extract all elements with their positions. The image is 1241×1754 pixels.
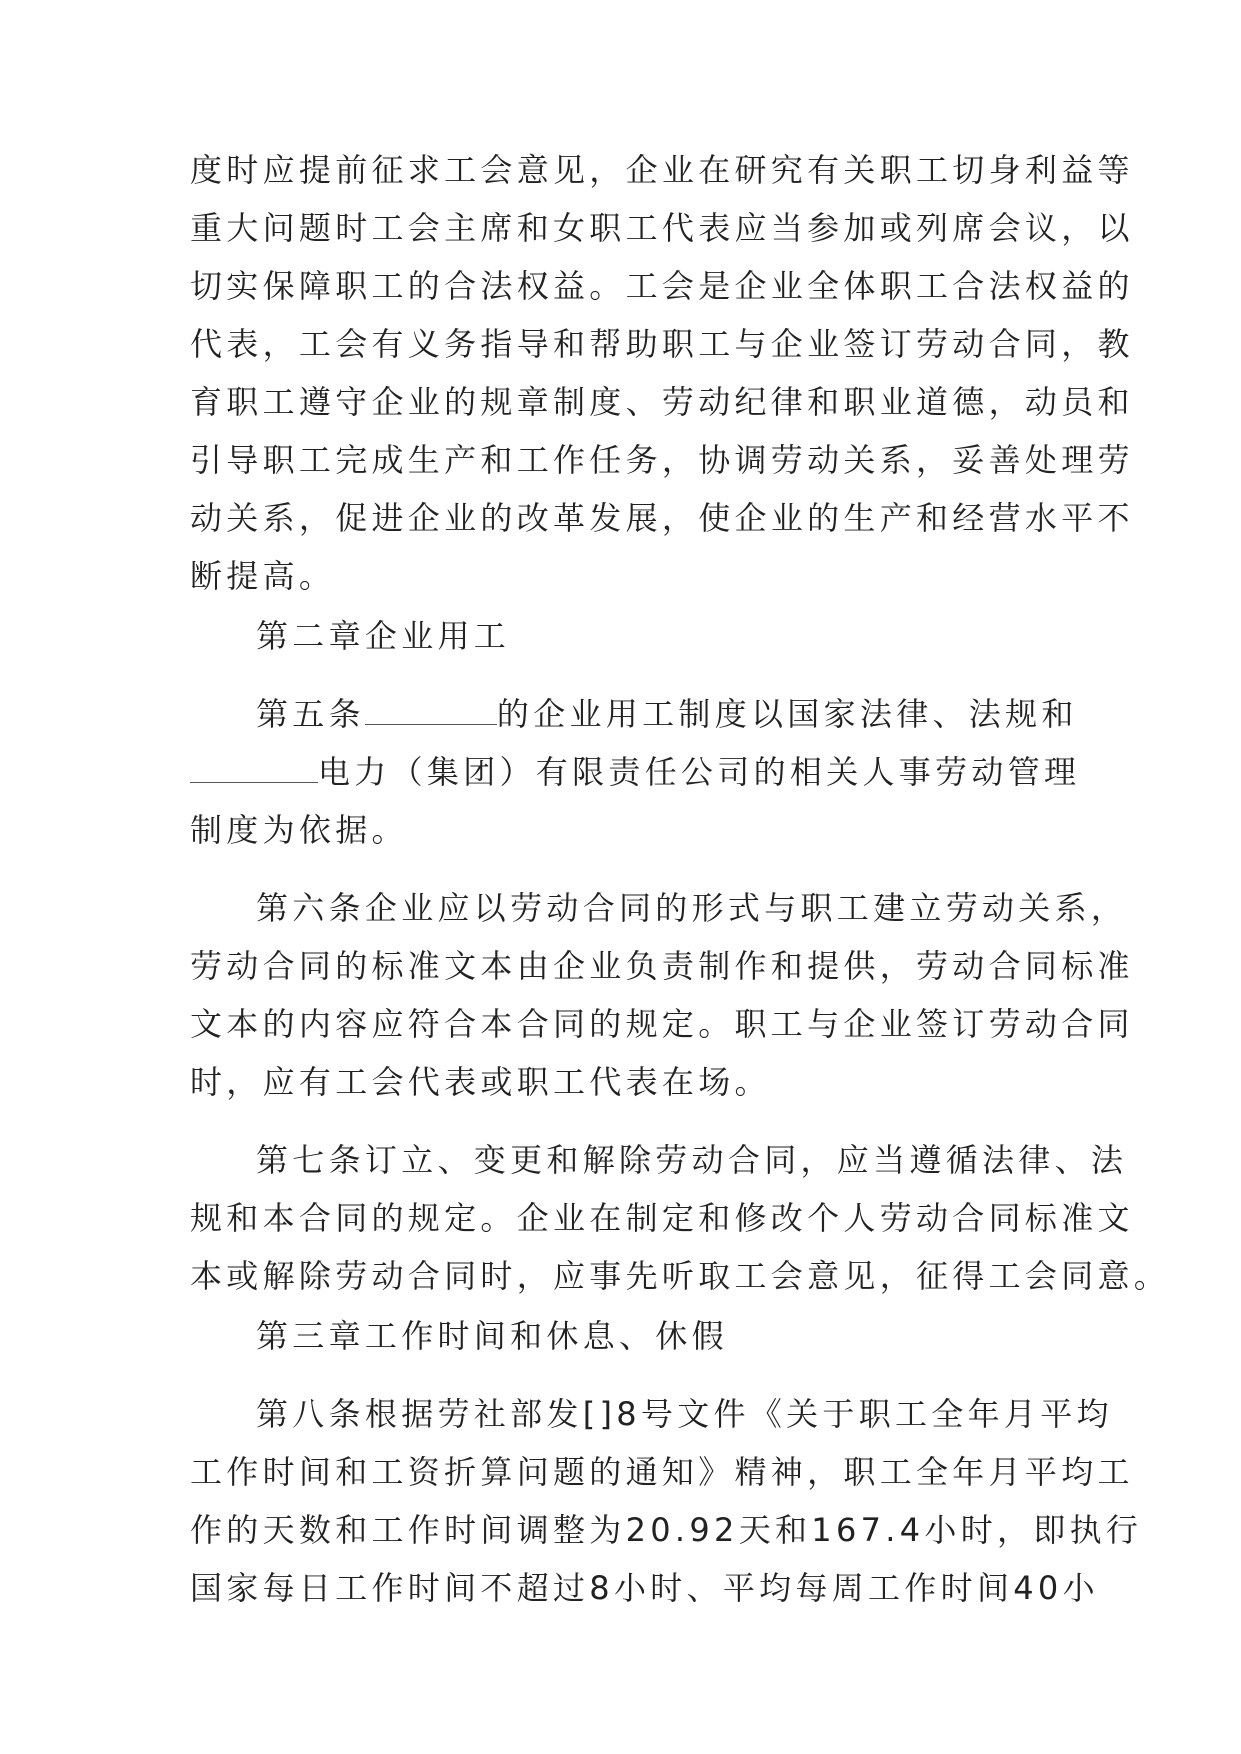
paragraph-line: 度时应提前征求工会意见，企业在研究有关职工切身利益等 [190,151,1134,189]
paragraph-line: 本或解除劳动合同时，应事先听取工会意见，征得工会同意。 [190,1257,1171,1295]
paragraph-line: 国家每日工作时间不超过8小时、平均每周工作时间40小 [190,1569,1099,1607]
paragraph-line: 第八条根据劳社部发[]8号文件《关于职工全年月平均 [256,1395,1113,1433]
paragraph-line: 切实保障职工的合法权益。工会是企业全体职工合法权益的 [190,267,1134,305]
article-5-prefix: 第五条 [256,695,365,733]
paragraph-line: 断提高。 [190,557,336,595]
chapter-heading: 第二章企业用工 [256,617,511,655]
blank-underline [190,752,318,783]
article-5-suffix: 电力（集团）有限责任公司的相关人事劳动管理 [318,753,1081,791]
paragraph-line: 劳动合同的标准文本由企业负责制作和提供，劳动合同标准 [190,947,1134,985]
paragraph-line: 重大问题时工会主席和女职工代表应当参加或列席会议，以 [190,209,1134,247]
paragraph-line: 第七条订立、变更和解除劳动合同，应当遵循法律、法 [256,1141,1128,1179]
paragraph-line: 文本的内容应符合本合同的规定。职工与企业签订劳动合同 [190,1005,1134,1043]
article-5-line-1 [256,692,1078,736]
paragraph-line: 动关系，促进企业的改革发展，使企业的生产和经营水平不 [190,499,1134,537]
paragraph-line: 第六条企业应以劳动合同的形式与职工建立劳动关系， [256,889,1128,927]
article-5-middle: 的企业用工制度以国家法律、法规和 [496,695,1078,733]
paragraph-line: 规和本合同的规定。企业在制定和修改个人劳动合同标准文 [190,1199,1134,1237]
blank-underline [365,694,497,725]
paragraph-line: 制度为依据。 [190,811,408,849]
paragraph-line: 工作时间和工资折算问题的通知》精神，职工全年月平均工 [190,1453,1134,1491]
paragraph-line: 引导职工完成生产和工作任务，协调劳动关系，妥善处理劳 [190,441,1134,479]
paragraph-line: 育职工遵守企业的规章制度、劳动纪律和职业道德，动员和 [190,383,1134,421]
chapter-heading: 第三章工作时间和休息、休假 [256,1317,728,1355]
article-5-line-2 [190,750,1081,794]
paragraph-line: 作的天数和工作时间调整为20.92天和167.4小时，即执行 [190,1511,1143,1549]
paragraph-line: 代表，工会有义务指导和帮助职工与企业签订劳动合同，教 [190,325,1134,363]
paragraph-line: 时，应有工会代表或职工代表在场。 [190,1063,771,1101]
